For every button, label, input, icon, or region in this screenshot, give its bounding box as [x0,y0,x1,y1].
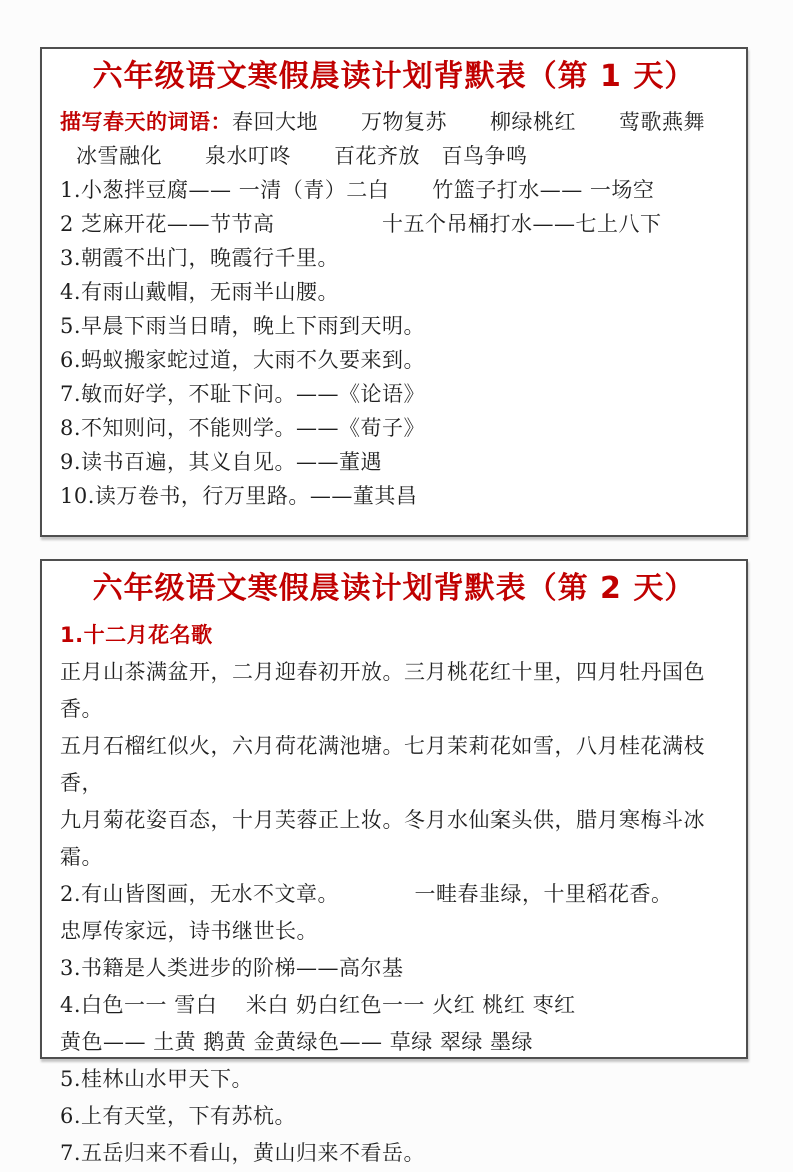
text-line: 6.蚂蚁搬家蛇过道，大雨不久要来到。 [60,348,426,372]
text-line: 9.读书百遍，其义自见。——董遇 [60,450,383,474]
day1-title: 六年级语文寒假晨读计划背默表（第 1 天） [92,59,696,94]
text-line: 4.有雨山戴帽，无雨半山腰。 [60,280,340,304]
text-line: 6.上有天堂，下有苏杭。 [60,1104,297,1128]
text-line: 五月石榴红似火，六月荷花满池塘。七月茉莉花如雪，八月桂花满枝香， [60,734,705,795]
text-line: 5.桂林山水甲天下。 [60,1067,254,1091]
text-line: 九月菊花姿百态，十月芙蓉正上妆。冬月水仙案头供，腊月寒梅斗冰霜。 [60,808,705,869]
text-line: 3.朝霞不出门，晚霞行千里。 [60,246,340,270]
text-line: 1.小葱拌豆腐—— 一清（青）二白 竹篮子打水—— 一场空 [60,178,655,202]
day1-lead-label: 描写春天的词语： [60,110,232,134]
day1-section-card [40,47,748,537]
day1-lead-words: 春回大地 万物复苏 柳绿桃红 莺歌燕舞 [232,110,705,134]
text-line: 2 芝麻开花——节节高 十五个吊桶打水——七上八下 [60,212,662,236]
text-line: 2.有山皆图画，无水不文章。 一畦春韭绿，十里稻花香。 [60,882,673,906]
day2-title: 六年级语文寒假晨读计划背默表（第 2 天） [92,571,696,606]
text-line: 8.不知则问，不能则学。——《荀子》 [60,416,426,440]
text-line: 7.敏而好学，不耻下问。——《论语》 [60,382,426,406]
day1-vocab-line-2: 冰雪融化 泉水叮咚 百花齐放 百鸟争鸣 [76,144,528,168]
text-line: 10.读万卷书，行万里路。——董其昌 [60,484,418,508]
text-line: 忠厚传家远，诗书继世长。 [60,919,318,943]
day1-vocab-line-1 [60,105,728,139]
day2-subtitle: 1.十二月花名歌 [60,623,213,647]
text-line: 黄色—— 土黄 鹅黄 金黄绿色—— 草绿 翠绿 墨绿 [60,1030,534,1054]
text-line: 4.白色一一 雪白 米白 奶白红色一一 火红 桃红 枣红 [60,993,576,1017]
text-line: 5.早晨下雨当日晴，晚上下雨到天明。 [60,314,426,338]
text-line: 3.书籍是人类进步的阶梯——高尔基 [60,956,404,980]
text-line: 7.五岳归来不看山，黄山归来不看岳。 [60,1141,426,1165]
day2-section-card [40,559,748,1165]
text-line: 正月山茶满盆开，二月迎春初开放。三月桃花红十里，四月牡丹国色香。 [60,660,705,721]
